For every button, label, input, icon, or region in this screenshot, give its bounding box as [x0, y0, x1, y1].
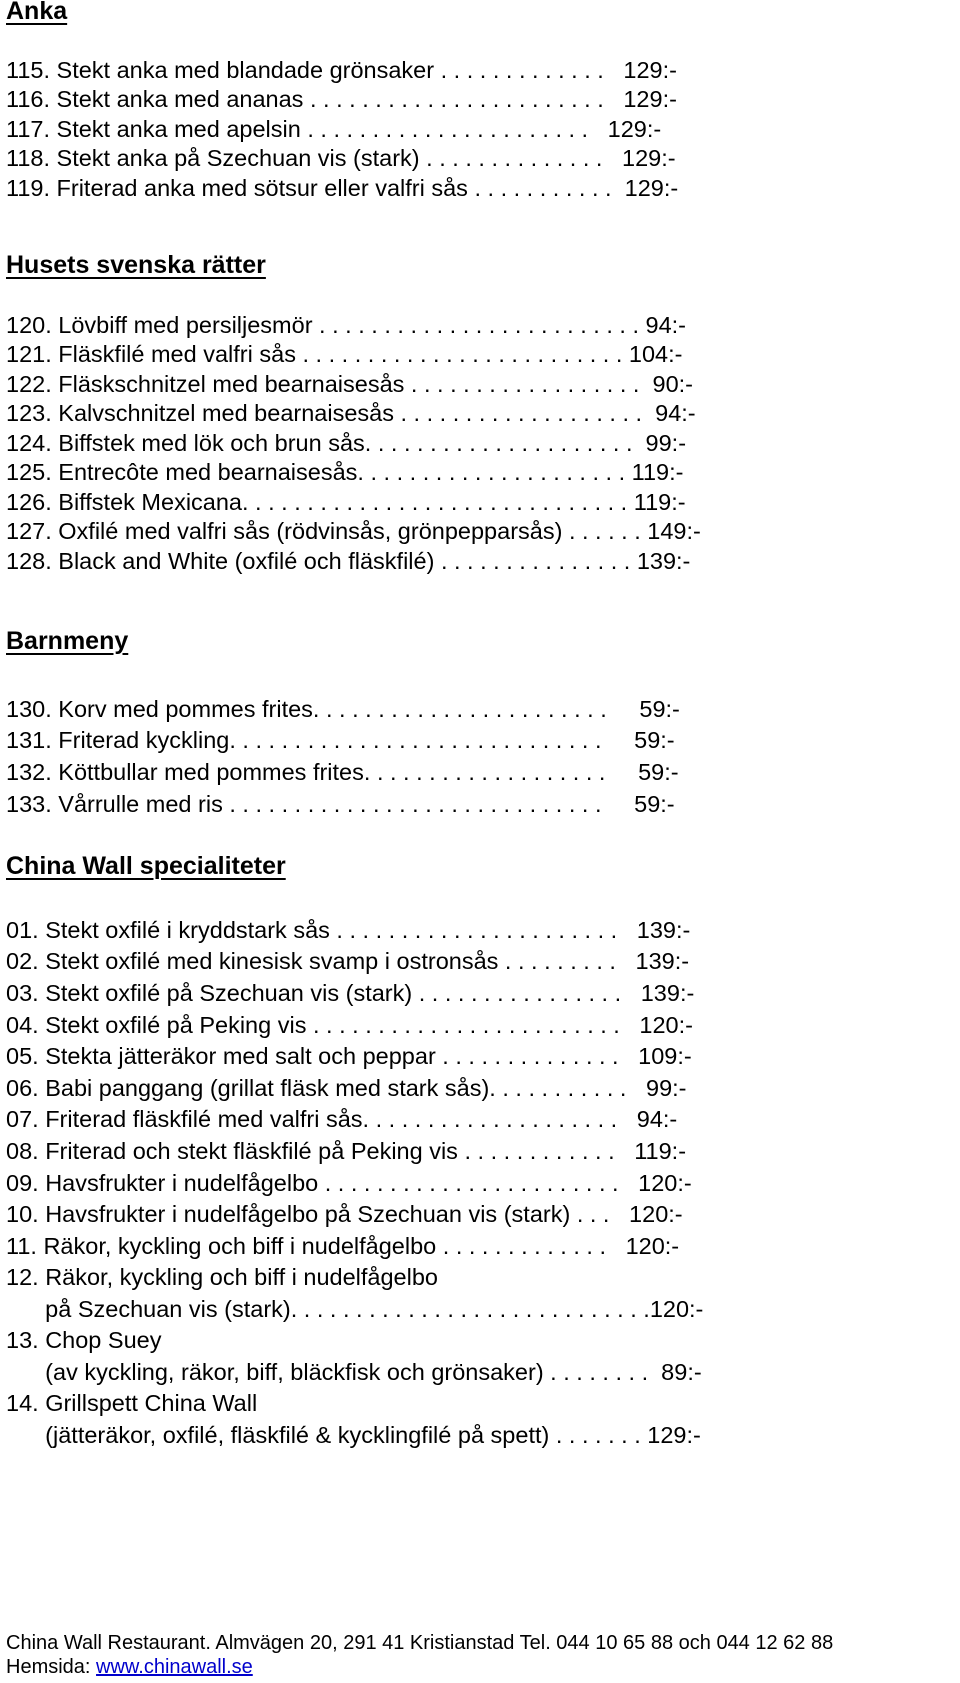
section-heading-barnmeny: Barnmeny: [6, 627, 129, 655]
menu-item: 07. Friterad fläskfilé med valfri sås. . . . . . . . . . . . . . . . . . . . 94:-: [6, 1106, 678, 1132]
menu-item: 11. Räkor, kyckling och biff i nudelfågelbo . . . . . . . . . . . . . 120:-: [6, 1233, 680, 1259]
menu-item: 118. Stekt anka på Szechuan vis (stark) . . . . . . . . . . . . . . 129:-: [6, 145, 676, 171]
menu-item: 13. Chop Suey: [6, 1327, 162, 1353]
menu-item: 121. Fläskfilé med valfri sås . . . . . . . . . . . . . . . . . . . . . . . . . 104:-: [6, 341, 683, 367]
menu-item: 10. Havsfrukter i nudelfågelbo på Szechuan vis (stark) . . . 120:-: [6, 1201, 683, 1227]
menu-item: 09. Havsfrukter i nudelfågelbo . . . . . . . . . . . . . . . . . . . . . . . 120:-: [6, 1170, 692, 1196]
menu-item: 115. Stekt anka med blandade grönsaker . . . . . . . . . . . . . 129:-: [6, 57, 677, 83]
menu-item: 122. Fläskschnitzel med bearnaisesås . . . . . . . . . . . . . . . . . . 90:-: [6, 371, 693, 397]
menu-item: 124. Biffstek med lök och brun sås. . . . . . . . . . . . . . . . . . . . . 99:-: [6, 430, 687, 456]
footer-website-label: Hemsida:: [6, 1656, 97, 1678]
section-heading-husets: Husets svenska rätter: [6, 251, 266, 279]
section-heading-china-wall: China Wall specialiteter: [6, 852, 286, 880]
footer-address: China Wall Restaurant. Almvägen 20, 291 41 Kristianstad Tel. 044 10 65 88 och 044 12 62 88: [6, 1632, 834, 1654]
menu-item: 04. Stekt oxfilé på Peking vis . . . . . . . . . . . . . . . . . . . . . . . . 120:-: [6, 1012, 693, 1038]
menu-item: 132. Köttbullar med pommes frites. . . . . . . . . . . . . . . . . . . 59:-: [6, 759, 679, 785]
menu-item: 133. Vårrulle med ris . . . . . . . . . . . . . . . . . . . . . . . . . . . . . 59:-: [6, 791, 675, 817]
menu-item: 02. Stekt oxfilé med kinesisk svamp i ostronsås . . . . . . . . . 139:-: [6, 948, 690, 974]
menu-item: 128. Black and White (oxfilé och fläskfilé) . . . . . . . . . . . . . . . 139:-: [6, 548, 691, 574]
menu-item: 120. Lövbiff med persiljesmör . . . . . . . . . . . . . . . . . . . . . . . . . 94:-: [6, 312, 686, 338]
menu-item: 08. Friterad och stekt fläskfilé på Peking vis . . . . . . . . . . . . 119:-: [6, 1138, 687, 1164]
menu-item: 123. Kalvschnitzel med bearnaisesås . . . . . . . . . . . . . . . . . . . 94:-: [6, 400, 696, 426]
menu-item: 125. Entrecôte med bearnaisesås. . . . . . . . . . . . . . . . . . . . . 119:-: [6, 459, 684, 485]
menu-item-continuation: (av kyckling, räkor, biff, bläckfisk och grönsaker) . . . . . . . . 89:-: [6, 1359, 702, 1385]
menu-item: 116. Stekt anka med ananas . . . . . . . . . . . . . . . . . . . . . . . 129:-: [6, 86, 677, 112]
section-heading-anka: Anka: [6, 0, 68, 25]
menu-item: 06. Babi panggang (grillat fläsk med stark sås). . . . . . . . . . . 99:-: [6, 1075, 687, 1101]
menu-item: 03. Stekt oxfilé på Szechuan vis (stark) . . . . . . . . . . . . . . . . 139:-: [6, 980, 695, 1006]
menu-item: 126. Biffstek Mexicana. . . . . . . . . . . . . . . . . . . . . . . . . . . . . . 119:-: [6, 489, 686, 515]
menu-item: 130. Korv med pommes frites. . . . . . . . . . . . . . . . . . . . . . . 59:-: [6, 696, 680, 722]
menu-item: 01. Stekt oxfilé i kryddstark sås . . . . . . . . . . . . . . . . . . . . . . 139:-: [6, 917, 691, 943]
menu-item-continuation: på Szechuan vis (stark). . . . . . . . . . . . . . . . . . . . . . . . . . . .120:-: [6, 1296, 704, 1322]
menu-item: 05. Stekta jätteräkor med salt och peppar . . . . . . . . . . . . . . 109:-: [6, 1043, 692, 1069]
footer-website: [6, 1655, 253, 1679]
menu-item: 12. Räkor, kyckling och biff i nudelfågelbo: [6, 1264, 438, 1290]
menu-item: 14. Grillspett China Wall: [6, 1390, 258, 1416]
website-link[interactable]: www.chinawall.se: [96, 1656, 253, 1678]
menu-item: 119. Friterad anka med sötsur eller valfri sås . . . . . . . . . . . 129:-: [6, 175, 679, 201]
menu-item: 131. Friterad kyckling. . . . . . . . . . . . . . . . . . . . . . . . . . . . . 59:-: [6, 727, 675, 753]
menu-item-continuation: (jätteräkor, oxfilé, fläskfilé & kycklingfilé på spett) . . . . . . . 129:-: [6, 1422, 701, 1448]
menu-item: 127. Oxfilé med valfri sås (rödvinsås, grönpepparsås) . . . . . . 149:-: [6, 518, 701, 544]
menu-item: 117. Stekt anka med apelsin . . . . . . . . . . . . . . . . . . . . . . 129:-: [6, 116, 662, 142]
